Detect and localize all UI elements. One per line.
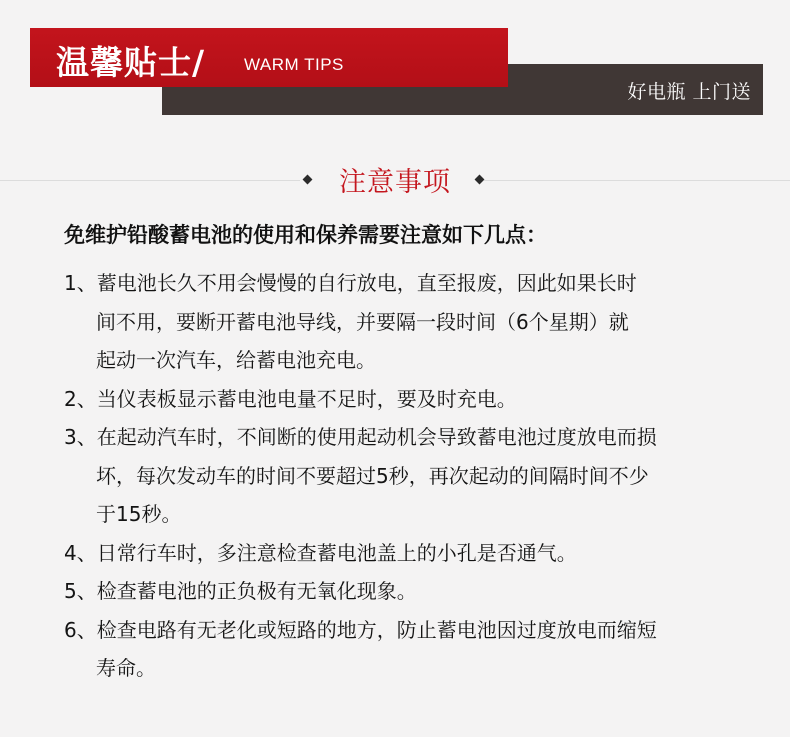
diamond-right-icon [475,175,485,185]
tip-line: 起动一次汽车，给蓄电池充电。 [96,348,376,372]
header-title-bar [30,28,508,87]
header-title: 温馨贴士/ [56,43,206,82]
tip-line: 间不用，要断开蓄电池导线，并要隔一段时间（6个星期）就 [96,309,629,334]
tip-line: 3、在起动汽车时，不间断的使用起动机会导致蓄电池过度放电而损 [64,425,657,449]
tips-list [64,264,724,688]
tip-line: 坏，每次发动车的时间不要超过5秒，再次起动的间隔时间不少 [96,463,649,488]
tip-item-2 [64,380,724,419]
section-divider-right [484,180,790,181]
tip-line: 寿命。 [96,656,156,680]
tip-line: 4、日常行车时，多注意检查蓄电池盖上的小孔是否通气。 [64,540,577,565]
tip-line: 2、当仪表板显示蓄电池电量不足时，要及时充电。 [64,386,517,411]
tip-line: 1、蓄电池长久不用会慢慢的自行放电，直至报废，因此如果长时 [64,271,637,295]
tip-line: 5、检查蓄电池的正负极有无氧化现象。 [64,579,417,603]
tip-item-5 [64,572,724,611]
tip-item-1 [64,264,724,380]
header-subtitle: WARM TIPS [244,55,344,74]
header-slogan: 好电瓶 上门送 [627,81,751,103]
tip-item-6 [64,611,724,688]
tip-item-3 [64,418,724,534]
tip-line: 6、检查电路有无老化或短路的地方，防止蓄电池因过度放电而缩短 [64,617,657,642]
tip-item-4 [64,534,724,573]
tip-line: 于15秒。 [96,502,182,526]
intro-text: 免维护铅酸蓄电池的使用和保养需要注意如下几点： [64,223,547,247]
diamond-left-icon [303,175,313,185]
section-title: 注意事项 [339,167,451,198]
section-divider-left [0,180,300,181]
